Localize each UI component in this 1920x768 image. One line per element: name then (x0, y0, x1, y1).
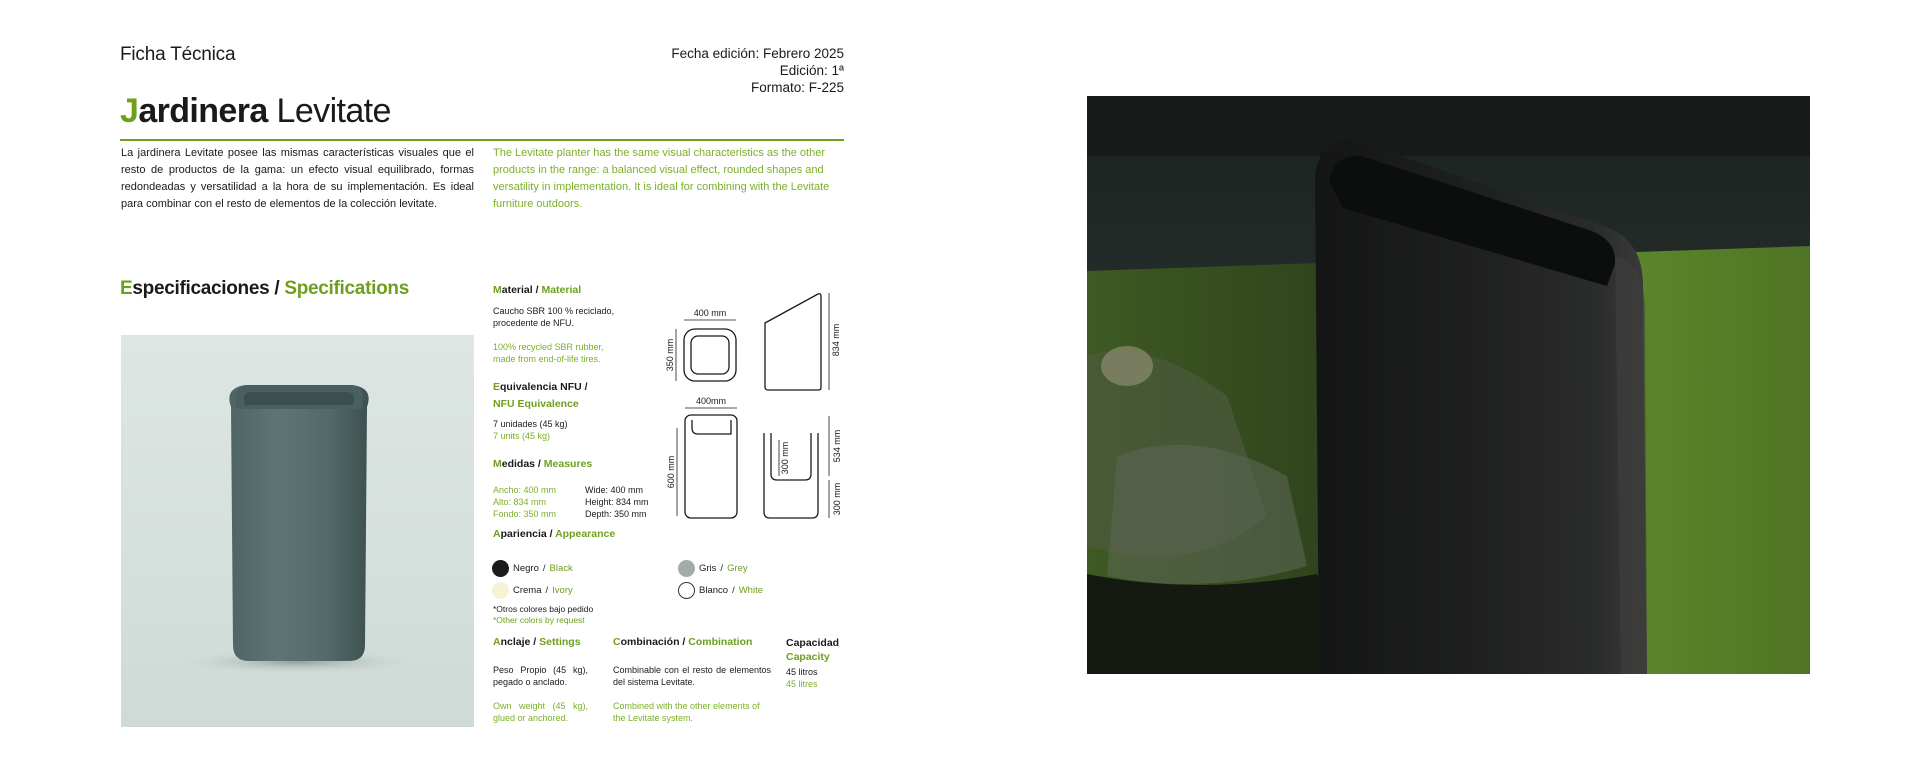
measure-es-width: Ancho: 400 mm (493, 485, 557, 495)
measures-initial: M (493, 458, 502, 470)
title-divider (120, 139, 844, 141)
anchor-initial: A (493, 636, 501, 648)
measures-label (493, 458, 592, 470)
measure-es-height: Alto: 834 mm (493, 497, 547, 507)
edition-number: Edición: 1ª (779, 63, 844, 78)
appearance-es: pariencia / (500, 528, 556, 540)
grey-swatch-dot (678, 560, 695, 577)
swatch-grey: Gris / Grey (678, 560, 748, 577)
appearance-en: Appearance (555, 528, 616, 540)
nfu-label (493, 379, 588, 413)
color-note-es: *Otros colores bajo pedido (493, 604, 594, 614)
swatch-black-en: Black (549, 563, 573, 574)
label-section-upper: 534 mm (832, 429, 842, 463)
nfu-es: quivalencia NFU / (500, 381, 588, 393)
specs-initial: E (120, 278, 133, 299)
specs-heading (120, 278, 409, 300)
nfu-en: NFU Equivalence (493, 398, 579, 410)
front-view-rim (692, 420, 731, 434)
title-light: Levitate (276, 92, 391, 130)
intro-es: La jardinera Levitate posee las mismas características visuales que el resto de productos de la gama: un efecto visual equilibrado, formas redondeadas y versatilidad a la hora de su implementación. Es ideal para combinar con el resto de elementos de la colección levitate. (121, 147, 474, 210)
title-bold: ardinera (138, 92, 268, 130)
swatch-black-es: Negro (513, 563, 539, 574)
edition-date: Fecha edición: Febrero 2025 (671, 46, 844, 61)
measures-es-list (493, 484, 556, 520)
nfu-es-text: 7 unidades (45 kg) (493, 419, 568, 429)
page-title (120, 92, 391, 131)
measures-en-list (585, 484, 649, 520)
swatch-ivory-es: Crema (513, 585, 542, 596)
measures-es: edidas / (501, 458, 544, 470)
appearance-label (493, 528, 615, 540)
swatch-ivory-en: Ivory (552, 585, 573, 596)
product-render (121, 335, 474, 727)
anchor-es: nclaje / (500, 636, 540, 648)
anchor-en: Settings (539, 636, 581, 648)
black-swatch-dot (492, 560, 509, 577)
measure-en-height: Height: 834 mm (585, 497, 649, 507)
material-initial: M (493, 284, 502, 296)
specs-es: specificaciones / (132, 278, 285, 299)
label-front-inner: 600 mm (666, 455, 676, 489)
section-outer (764, 433, 818, 518)
measure-en-depth: Depth: 350 mm (585, 509, 647, 519)
swatch-white-en: White (738, 585, 763, 596)
swatch-white-es: Blanco (699, 585, 729, 596)
combination-en-text: Combined with the other elements of the Levitate system. (613, 701, 760, 723)
top-view-outer (684, 329, 736, 381)
anchor-en-text: Own weight (45 kg), glued or anchored. (493, 701, 588, 723)
label-top-depth: 350 mm (665, 338, 675, 372)
swatch-white: Blanco / White (678, 582, 763, 599)
capacity-es: Capacidad (786, 637, 840, 649)
swatch-grey-es: Gris (699, 563, 717, 574)
format-code: Formato: F-225 (750, 80, 844, 95)
ivory-swatch-dot (492, 582, 509, 599)
appearance-initial: A (493, 528, 501, 540)
combination-es: ombinación / (620, 636, 689, 648)
section-inner (771, 433, 811, 480)
nfu-en-text: 7 units (45 kg) (493, 431, 551, 441)
lifestyle-photo (1087, 96, 1810, 674)
top-view-inner (691, 336, 729, 374)
capacity-es-text: 45 litros (786, 667, 818, 677)
label-top-width: 400 mm (693, 308, 727, 318)
combination-es-text: Combinable con el resto de elementos del sistema Levitate. (613, 665, 771, 687)
edition-info (600, 45, 844, 96)
measure-es-depth: Fondo: 350 mm (493, 509, 557, 519)
material-label (493, 284, 581, 296)
color-note (493, 604, 593, 626)
combination-label (613, 636, 752, 648)
label-side-height: 834 mm (831, 323, 841, 357)
combination-initial: C (613, 636, 621, 648)
capacity-en: Capacity (786, 651, 830, 663)
material-en: Material (541, 284, 582, 296)
title-initial: J (120, 92, 139, 130)
doc-type: Ficha Técnica (120, 44, 236, 65)
label-front-width: 400mm (695, 396, 727, 406)
swatch-ivory: Crema / Ivory (492, 582, 573, 599)
specs-en: Specifications (284, 278, 409, 299)
label-section-inner: 300 mm (780, 441, 790, 475)
material-en-text: 100% recycled SBR rubber, made from end-of-life tires. (493, 342, 604, 364)
white-swatch-dot (678, 582, 695, 599)
label-section-lower: 300 mm (832, 482, 842, 516)
capacity-en-text: 45 litres (786, 679, 818, 689)
color-note-en: *Other colors by request (493, 615, 585, 625)
side-view-outline (765, 294, 821, 390)
technical-drawings (655, 280, 855, 530)
intro-en: The Levitate planter has the same visual characteristics as the other products in the range: a balanced visual effect, rounded shapes and versatility in implementation. It is ideal for combining with the Levitate furniture outdoors. (493, 147, 830, 210)
nfu-initial: E (493, 381, 501, 393)
measures-en: Measures (543, 458, 593, 470)
swatch-grey-en: Grey (727, 563, 748, 574)
anchor-es-text: Peso Propio (45 kg), pegado o anclado. (493, 665, 588, 687)
material-es: aterial / (501, 284, 542, 296)
combination-en: Combination (688, 636, 753, 648)
swatch-black: Negro / Black (492, 560, 573, 577)
anchor-label (493, 636, 581, 648)
measure-en-width: Wide: 400 mm (585, 485, 644, 495)
material-es-text: Caucho SBR 100 % reciclado, procedente de NFU. (493, 306, 615, 328)
capacity-label (786, 636, 839, 664)
